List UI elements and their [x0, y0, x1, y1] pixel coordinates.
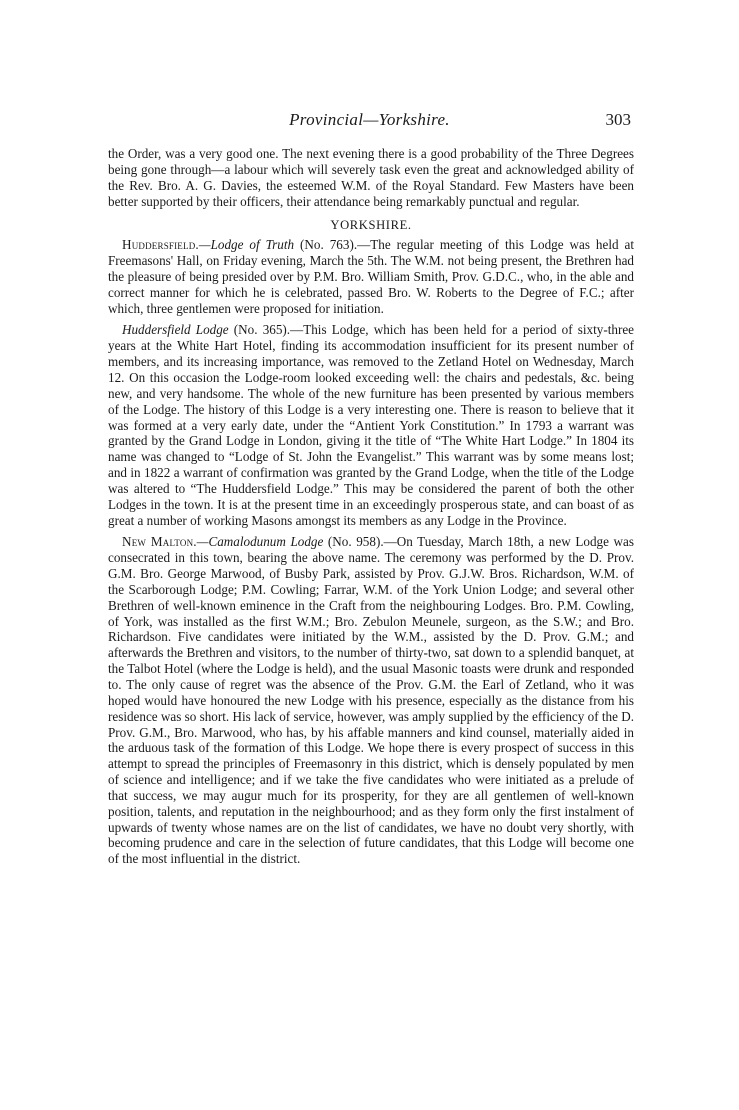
paragraph-text: (No. 365).—This Lodge, which has been held for a period of sixty-three years at the White Hart Hotel, finding its accommodation insufficient for its present number of members, and its increasing importance, was removed to the Zetland Hotel on Wednesday, March 12. On this occasion the Lodge-room looked exceeding well: the chairs and pedestals, &c. being new, and very handsome. The whole of the new furniture has been presented by various members of the Lodge. The history of this Lodge is a very interesting one. There is reason to believe that it was formed at a very early date, under the “Antient York Constitution.” In 1793 a warrant was granted by the Grand Lodge in London, giving it the title of “The White Hart Lodge.” In 1804 its name was changed to “Lodge of St. John the Evangelist.” This warrant was by some means lost; and in 1822 a warrant of confirmation was granted by the Grand Lodge, when the title of the Lodge was altered to “The Huddersfield Lodge.” This may be considered the parent of both the other Lodges in the town. It is at the present time in an exceedingly prosperous state, and can boast of as great a number of working Masons amongst its members as any Lodge in the Province.: [108, 322, 634, 528]
running-title: Provincial—Yorkshire.: [289, 110, 450, 129]
paragraph-camalodunum-lodge: [108, 534, 634, 867]
page-number: 303: [605, 110, 631, 129]
lodge-name: —Camalodunum Lodge: [196, 534, 324, 550]
paragraph-text: (No. 763).—The regular meeting of this Lodge was held at Freemasons' Hall, on Friday evening, March the 5th. The W.M. not being present, the Brethren had the pleasure of being presided over by P.M. Bro. William Smith, Prov. G.D.C., who, in the able and correct manner for which he is celebrated, passed Bro. W. Roberts to the Degree of F.C.; after which, three gentlemen were proposed for initiation.: [108, 237, 634, 316]
paragraph-huddersfield-lodge: [108, 322, 634, 528]
paragraph-text: (No. 958).—On Tuesday, March 18th, a new Lodge was consecrated in this town, bearing the above name. The ceremony was performed by the D. Prov. G.M. Bro. George Marwood, of Busby Park, assisted by Prov. G.J.W. Bros. Richardson, W.M. of the Scarborough Lodge; P.M. Cowling; Farrar, W.M. of the York Union Lodge; and several other Brethren of well-known eminence in the Craft from the neighbouring Lodges. Bro. P.M. Cowling, of York, was installed as the first W.M.; Bro. Zebulon Meunele, surgeon, as the S.W.; and Bro. Richardson. Five candidates were initiated by the W.M., assisted by the D. Prov. G.M.; and afterwards the Brethren and visitors, to the number of thirty-two, sat down to a splendid banquet, at the Talbot Hotel (where the Lodge is held), and the usual Masonic toasts were drunk and responded to. The only cause of regret was the absence of the Prov. G.M. the Earl of Zetland, who it was hoped would have honoured the new Lodge with his presence, especially as the distance from his residence was so short. His lack of service, however, was amply supplied by the efficiency of the D. Prov. G.M., Bro. Marwood, who has, by his affable manners and kind counsel, materially aided in the arduous task of the formation of this Lodge. We hope there is every prospect of success in this attempt to spread the principles of Freemasonry in this district, which is densely populated by men of science and intelligence; and if we take the five candidates who were initiated as a prelude of that success, we may augur much for its prosperity, for they are all gentlemen of well-known position, talents, and reputation in the neighbourhood; and as they form only the first instalment of upwards of twenty whose names are on the list of candidates, we have no doubt very shortly, with becoming prudence and care in the selection of future candidates, that this Lodge will become one of the most influential in the district.: [108, 534, 634, 867]
lodge-name: —Lodge of Truth: [198, 237, 295, 253]
running-header: [108, 110, 631, 136]
section-heading: YORKSHIRE.: [330, 218, 412, 233]
paragraph-continuation: [108, 146, 634, 209]
place-name: New Malton.: [122, 534, 197, 550]
paragraph-lodge-of-truth: [108, 237, 634, 316]
lodge-name: Huddersfield Lodge: [122, 322, 229, 338]
paragraph-text: the Order, was a very good one. The next evening there is a good probability of the Three Degrees being gone through—a labour which will severely task even the great and acknowledged ability of the Rev. Bro. A. G. Davies, the esteemed W.M. of the Royal Standard. Few Masters have been better supported by their officers, their attendance being remarkably punctual and regular.: [108, 146, 634, 209]
article-body: [108, 146, 634, 867]
place-name: Huddersfield.: [122, 237, 199, 253]
